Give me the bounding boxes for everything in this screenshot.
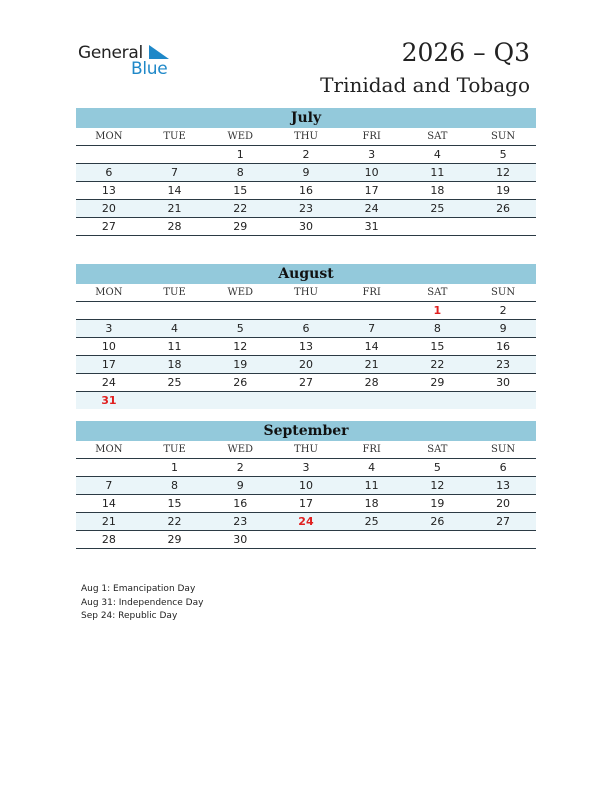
week-row	[76, 146, 536, 164]
date-cell: 16	[496, 340, 511, 353]
weekday-label: FRI	[362, 287, 381, 298]
week-row	[76, 218, 536, 236]
weekday-header-row	[76, 128, 536, 146]
date-cell: 20	[101, 202, 116, 215]
date-cell	[76, 302, 142, 319]
date-cell: 29	[233, 220, 248, 233]
weekday-label: SAT	[427, 287, 448, 298]
date-cell	[339, 531, 405, 548]
date-cell	[273, 392, 339, 409]
date-cell: 21	[167, 202, 182, 215]
date-cell: 2	[302, 148, 310, 161]
date-cell	[339, 392, 405, 409]
weekday-label: MON	[95, 444, 123, 455]
weekday-label: MON	[95, 287, 123, 298]
date-cell: 30	[496, 376, 511, 389]
week-row	[76, 513, 536, 531]
date-cell	[142, 146, 208, 163]
week-row	[76, 182, 536, 200]
date-cell: 7	[368, 322, 376, 335]
month-september	[76, 421, 536, 549]
date-cell	[142, 302, 208, 319]
date-cell: 10	[364, 166, 379, 179]
date-cell: 4	[171, 322, 179, 335]
date-cell: 27	[496, 515, 511, 528]
date-cell: 28	[101, 533, 116, 546]
date-cell: 1	[236, 148, 244, 161]
date-cell: 23	[298, 202, 313, 215]
date-cell: 6	[302, 322, 310, 335]
date-cell: 11	[364, 479, 379, 492]
week-row	[76, 392, 536, 409]
date-cell: 27	[101, 220, 116, 233]
date-cell: 25	[430, 202, 445, 215]
date-cell: 7	[171, 166, 179, 179]
date-cell: 27	[298, 376, 313, 389]
date-cell: 24	[101, 376, 116, 389]
date-cell: 12	[233, 340, 248, 353]
week-row	[76, 459, 536, 477]
date-cell: 15	[430, 340, 445, 353]
weekday-label: SUN	[491, 131, 516, 142]
month-july	[76, 108, 536, 236]
date-cell: 18	[430, 184, 445, 197]
date-cell: 6	[105, 166, 113, 179]
date-cell	[273, 302, 339, 319]
date-cell	[207, 302, 273, 319]
weekday-label: WED	[227, 444, 254, 455]
date-cell: 13	[101, 184, 116, 197]
holiday-note: Aug 1: Emancipation Day	[81, 584, 196, 594]
date-cell: 8	[433, 322, 441, 335]
weekday-label: WED	[227, 287, 254, 298]
date-cell	[76, 146, 142, 163]
date-cell: 21	[364, 358, 379, 371]
date-cell: 23	[233, 515, 248, 528]
date-cell	[470, 392, 536, 409]
date-cell: 10	[298, 479, 313, 492]
date-cell: 16	[233, 497, 248, 510]
date-cell: 1	[171, 461, 179, 474]
country-subtitle: Trinidad and Tobago	[320, 73, 530, 97]
holiday-date-cell: 24	[298, 515, 314, 528]
weekday-label: THU	[294, 287, 318, 298]
date-cell: 17	[364, 184, 379, 197]
date-cell: 4	[433, 148, 441, 161]
week-row	[76, 356, 536, 374]
date-cell	[273, 531, 339, 548]
date-cell	[405, 218, 471, 235]
date-cell: 22	[233, 202, 248, 215]
date-cell: 17	[101, 358, 116, 371]
date-cell: 11	[167, 340, 182, 353]
date-cell: 19	[430, 497, 445, 510]
date-cell: 19	[496, 184, 511, 197]
week-row	[76, 200, 536, 218]
date-cell: 31	[364, 220, 379, 233]
date-cell: 18	[364, 497, 379, 510]
logo-flag-icon	[149, 45, 169, 59]
weekday-label: SAT	[427, 131, 448, 142]
holiday-note: Sep 24: Republic Day	[81, 611, 178, 621]
date-cell: 19	[233, 358, 248, 371]
date-cell: 12	[496, 166, 511, 179]
date-cell	[470, 531, 536, 548]
date-cell: 2	[236, 461, 244, 474]
date-cell: 6	[499, 461, 507, 474]
weekday-label: TUE	[163, 131, 186, 142]
date-cell: 13	[496, 479, 511, 492]
date-cell: 26	[233, 376, 248, 389]
weekday-label: SAT	[427, 444, 448, 455]
date-cell: 14	[101, 497, 116, 510]
date-cell: 28	[364, 376, 379, 389]
holiday-date-cell: 1	[433, 304, 442, 317]
week-row	[76, 374, 536, 392]
weekday-header-row	[76, 441, 536, 459]
weekday-label: TUE	[163, 287, 186, 298]
date-cell: 14	[364, 340, 379, 353]
date-cell: 8	[171, 479, 179, 492]
date-cell: 9	[499, 322, 507, 335]
date-cell: 30	[298, 220, 313, 233]
week-row	[76, 338, 536, 356]
date-cell: 28	[167, 220, 182, 233]
date-cell: 16	[298, 184, 313, 197]
week-row	[76, 302, 536, 320]
date-cell: 5	[433, 461, 441, 474]
date-cell	[405, 531, 471, 548]
date-cell: 29	[167, 533, 182, 546]
month-header: September	[76, 421, 536, 441]
date-cell: 7	[105, 479, 113, 492]
month-header: August	[76, 264, 536, 284]
date-cell: 3	[105, 322, 113, 335]
weekday-label: THU	[294, 444, 318, 455]
date-cell	[76, 459, 142, 476]
date-cell: 11	[430, 166, 445, 179]
date-cell: 29	[430, 376, 445, 389]
holiday-notes	[81, 583, 203, 624]
holiday-note: Aug 31: Independence Day	[81, 597, 204, 608]
date-cell: 4	[368, 461, 376, 474]
weekday-label: THU	[294, 131, 318, 142]
date-cell	[339, 302, 405, 319]
date-cell: 22	[167, 515, 182, 528]
date-cell: 3	[302, 461, 310, 474]
weekday-label: TUE	[163, 444, 186, 455]
date-cell: 20	[496, 497, 511, 510]
month-august	[76, 264, 536, 409]
weekday-label: MON	[95, 131, 123, 142]
date-cell: 17	[298, 497, 313, 510]
logo-blue-text: Blue	[131, 59, 168, 79]
date-cell: 5	[236, 322, 244, 335]
date-cell: 21	[101, 515, 116, 528]
weekday-label: SUN	[491, 444, 516, 455]
date-cell: 10	[101, 340, 116, 353]
week-row	[76, 320, 536, 338]
holiday-date-cell: 31	[101, 394, 117, 407]
date-cell: 15	[233, 184, 248, 197]
date-cell: 24	[364, 202, 379, 215]
date-cell: 25	[364, 515, 379, 528]
date-cell: 5	[499, 148, 507, 161]
date-cell: 14	[167, 184, 182, 197]
date-cell: 26	[430, 515, 445, 528]
date-cell: 15	[167, 497, 182, 510]
date-cell: 22	[430, 358, 445, 371]
week-row	[76, 164, 536, 182]
date-cell	[142, 392, 208, 409]
weekday-label: FRI	[362, 131, 381, 142]
date-cell: 9	[236, 479, 244, 492]
date-cell: 23	[496, 358, 511, 371]
date-cell: 30	[233, 533, 248, 546]
weekday-label: SUN	[491, 287, 516, 298]
week-row	[76, 477, 536, 495]
month-header: July	[76, 108, 536, 128]
date-cell: 13	[298, 340, 313, 353]
date-cell: 12	[430, 479, 445, 492]
date-cell: 2	[499, 304, 507, 317]
date-cell: 25	[167, 376, 182, 389]
week-row	[76, 495, 536, 513]
week-row	[76, 531, 536, 549]
date-cell: 26	[496, 202, 511, 215]
date-cell: 18	[167, 358, 182, 371]
date-cell: 8	[236, 166, 244, 179]
date-cell	[207, 392, 273, 409]
weekday-label: FRI	[362, 444, 381, 455]
date-cell: 3	[368, 148, 376, 161]
date-cell	[405, 392, 471, 409]
weekday-label: WED	[227, 131, 254, 142]
page-title: 2026 – Q3	[401, 38, 530, 67]
date-cell: 20	[298, 358, 313, 371]
generalblue-logo	[78, 40, 178, 80]
logo-general-text: General	[78, 43, 143, 63]
date-cell: 9	[302, 166, 310, 179]
date-cell	[470, 218, 536, 235]
weekday-header-row	[76, 284, 536, 302]
